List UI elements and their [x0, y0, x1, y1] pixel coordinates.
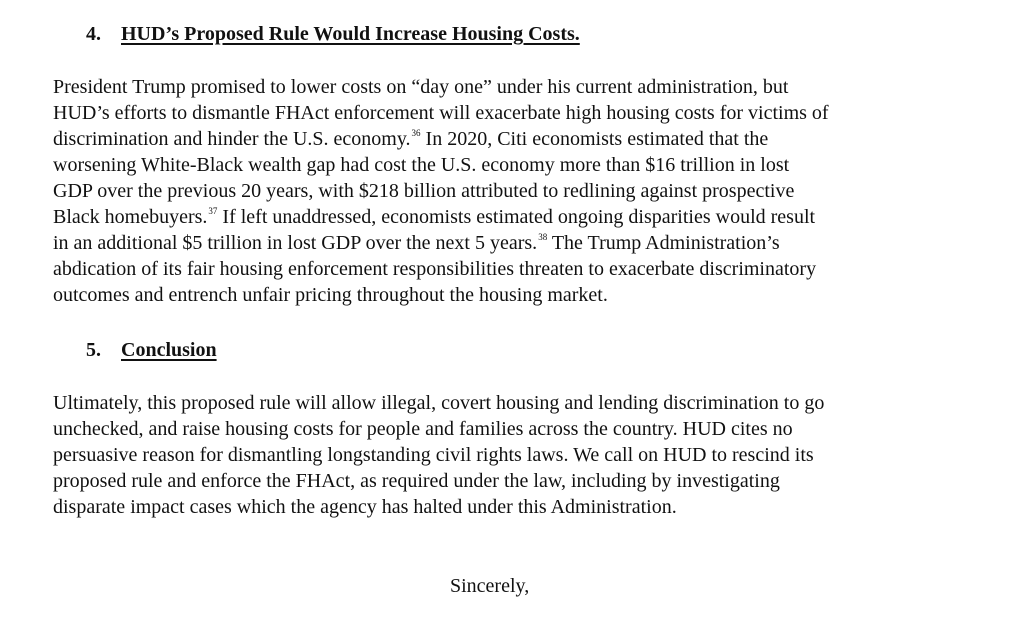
footnote-ref: 38: [538, 232, 548, 242]
section-4-heading: [86, 21, 580, 47]
closing-salutation: Sincerely,: [450, 575, 530, 597]
paragraph-line: worsening White-Black wealth gap had cost the U.S. economy more than $16 trillion in lost: [53, 154, 790, 176]
section-5-number: 5.: [86, 339, 101, 361]
paragraph-line: GDP over the previous 20 years, with $218 billion attributed to redlining against prospective: [53, 180, 795, 202]
paragraph-line: proposed rule and enforce the FHAct, as required under the law, including by investigating: [53, 470, 780, 492]
section-5-title: Conclusion: [121, 339, 217, 361]
paragraph-line: in an additional $5 trillion in lost GDP over the next 5 years.$^{38}$ The Trump Administration’s: [53, 232, 780, 254]
section-4-number: 4.: [86, 23, 101, 45]
paragraph-line: discrimination and hinder the U.S. economy.$^{36}$ In 2020, Citi economists estimated that the: [53, 128, 769, 150]
paragraph-line: abdication of its fair housing enforcement responsibilities threaten to exacerbate discriminatory: [53, 258, 817, 280]
paragraph-line: persuasive reason for dismantling longstanding civil rights laws. We call on HUD to rescind its: [53, 444, 814, 466]
section-4-paragraph: [53, 74, 1003, 308]
paragraph-line: Ultimately, this proposed rule will allow illegal, covert housing and lending discrimination to go: [53, 392, 825, 414]
section-5-heading: [86, 337, 217, 363]
paragraph-line: unchecked, and raise housing costs for people and families across the country. HUD cites no: [53, 418, 793, 440]
paragraph-line: disparate impact cases which the agency has halted under this Administration.: [53, 496, 677, 518]
footnote-ref: 36: [411, 128, 421, 138]
paragraph-line: President Trump promised to lower costs on “day one” under his current administration, but: [53, 76, 789, 98]
section-5-paragraph: [53, 390, 1003, 520]
section-4-title: HUD’s Proposed Rule Would Increase Housing Costs.: [121, 23, 580, 45]
paragraph-line: outcomes and entrench unfair pricing throughout the housing market.: [53, 284, 608, 306]
paragraph-line: Black homebuyers.$^{37}$ If left unaddressed, economists estimated ongoing disparities would result: [53, 206, 816, 228]
paragraph-line: HUD’s efforts to dismantle FHAct enforcement will exacerbate high housing costs for victims of: [53, 102, 829, 124]
footnote-ref: 37: [208, 206, 218, 216]
